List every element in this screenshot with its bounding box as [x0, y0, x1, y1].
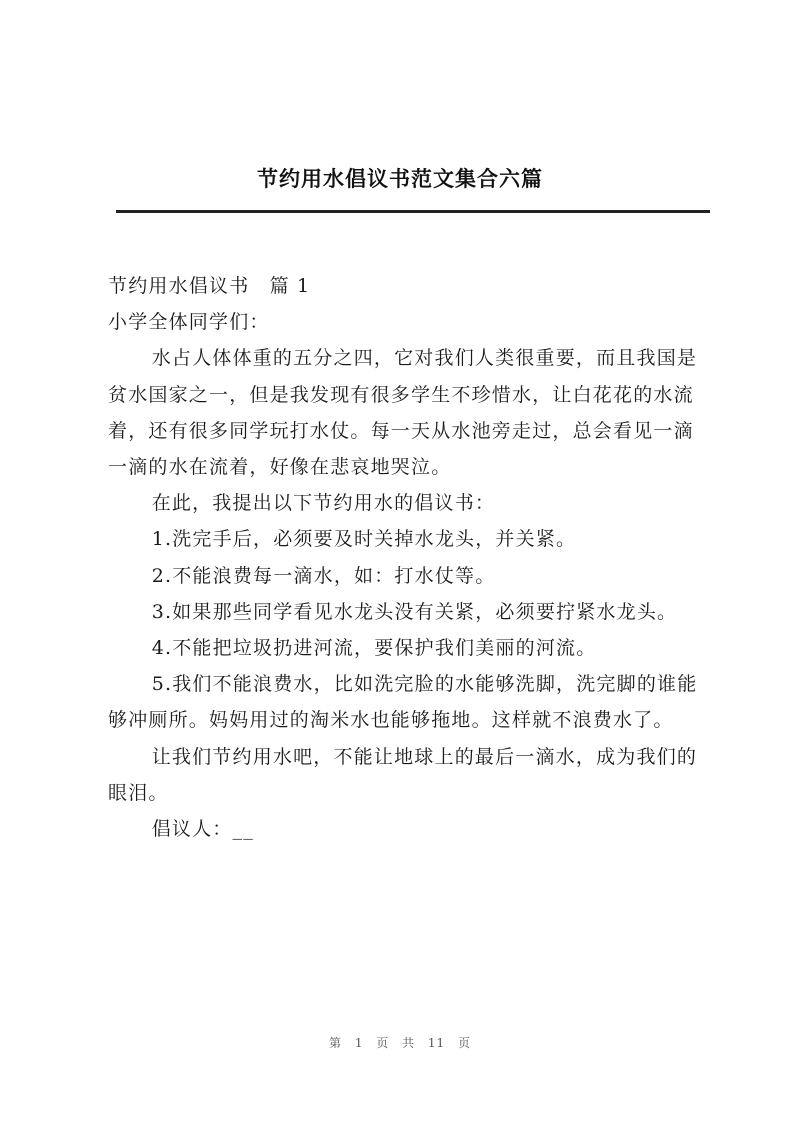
page-number-footer: 第 1 页 共 11 页	[329, 1036, 471, 1050]
document-body	[108, 268, 712, 847]
salutation: 小学全体同学们：	[108, 311, 270, 334]
proposal-item-5: 5.我们不能浪费水，比如洗完脸的水能够洗脚，洗完脚的谁能够冲厕所。妈妈用过的淘米水也能够拖地。这样就不浪费水了。	[108, 673, 698, 732]
proposal-item-3: 3.如果那些同学看见水龙头没有关紧，必须要拧紧水龙头。	[151, 600, 678, 623]
paragraph-intro: 水占人体体重的五分之四，它对我们人类很重要，而且我国是贫水国家之一，但是我发现有很多学生不珍惜水，让白花花的水流着，还有很多同学玩打水仗。每一天从水池旁走过，总会看见一滴一滴的水在流着，好像在悲哀地哭泣。	[108, 347, 698, 479]
title-underline	[116, 210, 710, 213]
proposal-item-2: 2.不能浪费每一滴水，如：打水仗等。	[151, 564, 496, 587]
proposal-item-4: 4.不能把垃圾扔进河流，要保护我们美丽的河流。	[151, 637, 597, 660]
proposal-item-1: 1.洗完手后，必须要及时关掉水龙头，并关紧。	[151, 528, 577, 551]
document-title: 节约用水倡议书范文集合六篇	[257, 167, 543, 191]
paragraph-closing: 让我们节约用水吧，不能让地球上的最后一滴水，成为我们的眼泪。	[108, 745, 698, 804]
signature-line: 倡议人：__	[151, 818, 254, 841]
paragraph-proposal: 在此，我提出以下节约用水的倡议书：	[151, 492, 496, 515]
section-heading: 节约用水倡议书 篇 1	[108, 275, 311, 297]
